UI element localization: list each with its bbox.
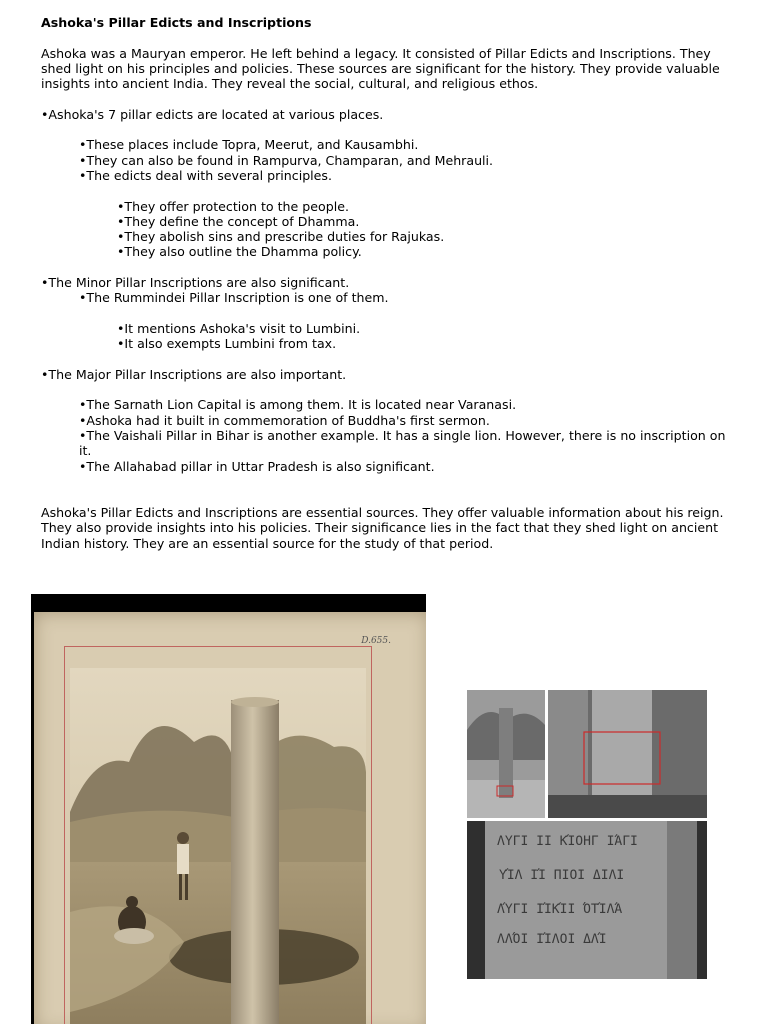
- sub-sub-bullet: •It mentions Ashoka's visit to Lumbini.: [117, 320, 361, 336]
- inscription-line: ΛΥΓΙ ΙΙ ΚΊΟΗΓ ΙΆΓΙ: [497, 834, 638, 849]
- sub-bullet: •The Allahabad pillar in Uttar Pradesh is also significant.: [79, 458, 435, 474]
- inscription-line: ΛΎΓΙ ΙΊΚΊΙ ΌΤΊΛΆ: [497, 902, 623, 917]
- sub-sub-bullet: •They abolish sins and prescribe duties for Rajukas.: [117, 229, 445, 245]
- sub-bullet: •The edicts deal with several principles.: [79, 167, 332, 183]
- pillar-photograph: [31, 594, 426, 1024]
- bullet-minor-inscriptions: •The Minor Pillar Inscriptions are also significant.: [41, 275, 350, 291]
- sub-sub-bullet: •They define the concept of Dhamma.: [117, 213, 360, 229]
- sub-bullet: •They can also be found in Rampurva, Champaran, and Mehrauli.: [79, 152, 494, 168]
- sub-bullet: •The Vaishali Pillar in Bihar is another example. It has a single lion. However, there is no inscription on it.: [79, 428, 726, 459]
- inscription-line: ΥΊΛ ΙΊ ΠΙΟΙ ΔΙΛΙ: [499, 868, 625, 883]
- sub-sub-bullet: •They also outline the Dhamma policy.: [117, 244, 362, 260]
- bullet-pillar-edicts: •Ashoka's 7 pillar edicts are located at various places.: [41, 106, 384, 122]
- sub-bullet: •Ashoka had it built in commemoration of Buddha's first sermon.: [79, 412, 490, 428]
- conclusion-block: [41, 505, 736, 551]
- collage-inscription-closeup: [467, 821, 707, 979]
- sub-bullet: •The Sarnath Lion Capital is among them. It is located near Varanasi.: [79, 397, 517, 413]
- inscription-line: ΛΛΌΙ ΙΊΛΟΙ ΔΛΊ: [497, 932, 607, 947]
- photo-mount-card: [34, 612, 426, 1024]
- document-title: Ashoka's Pillar Edicts and Inscriptions: [41, 15, 312, 30]
- sub-sub-bullet: •They offer protection to the people.: [117, 198, 349, 214]
- bullet-major-inscriptions: •The Major Pillar Inscriptions are also important.: [41, 366, 347, 382]
- document-text: [41, 15, 736, 474]
- collage-pillar-view: [467, 690, 545, 818]
- pillar-collage: [467, 690, 707, 979]
- collage-pillar-base: [548, 690, 707, 818]
- sub-sub-bullet: •It also exempts Lumbini from tax.: [117, 336, 337, 352]
- sub-bullet: •These places include Topra, Meerut, and Kausambhi.: [79, 137, 419, 153]
- conclusion-paragraph: Ashoka's Pillar Edicts and Inscriptions are essential sources. They offer valuable information about his reign. They also provide insights into his policies. Their significance lies in the fact that they shed light on ancient Indian history. They are an essential source for the study of that period.: [41, 505, 724, 551]
- photo-reference-label: D.655.: [361, 636, 391, 646]
- intro-paragraph: Ashoka was a Mauryan emperor. He left behind a legacy. It consisted of Pillar Edicts and Inscriptions. They shed light on his principles and policies. These sources are significant for the history. They provide valuable insights into ancient India. They reveal the social, cultural, and religious ethos.: [41, 45, 720, 92]
- pillar-scene-image: [34, 612, 426, 1024]
- sub-bullet: •The Rummindei Pillar Inscription is one of them.: [79, 290, 389, 306]
